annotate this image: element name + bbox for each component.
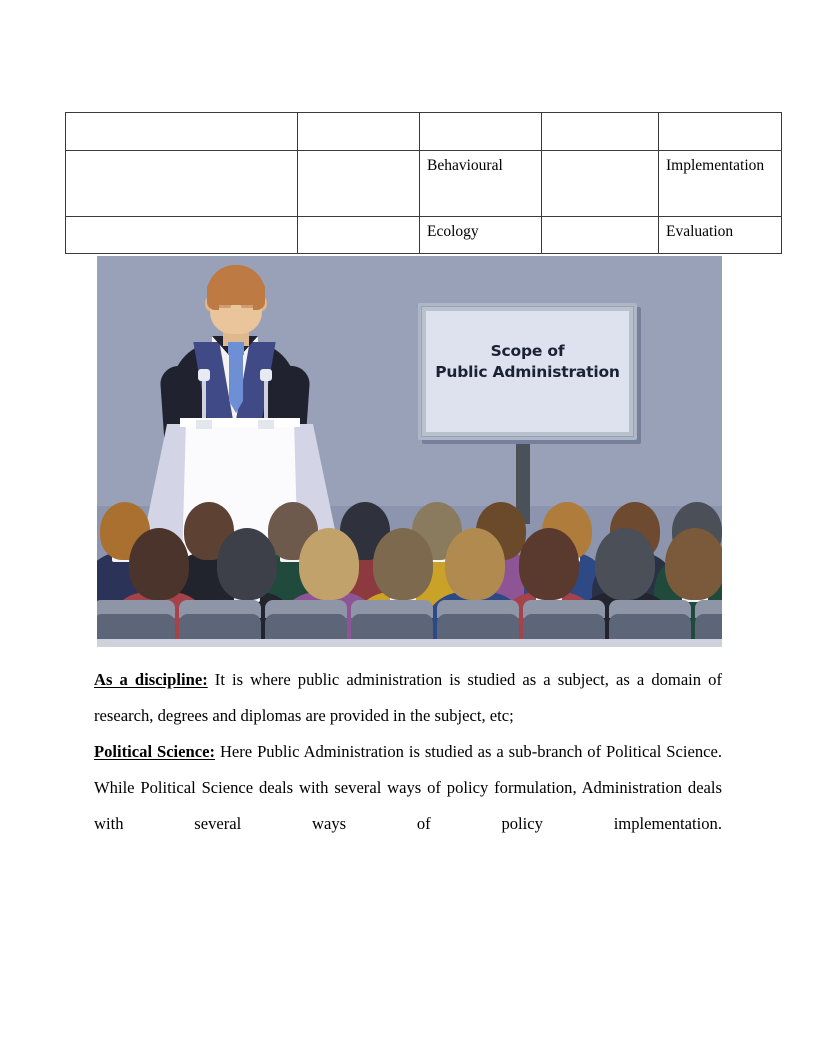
table-cell bbox=[298, 151, 420, 217]
table-row bbox=[66, 151, 782, 217]
table-cell bbox=[420, 113, 542, 151]
microphone-stem-left bbox=[202, 376, 206, 424]
paragraph-as-a-discipline bbox=[94, 662, 722, 734]
audience-front-2-head bbox=[299, 528, 359, 600]
screen-title-line2: Public Administration bbox=[435, 362, 620, 381]
speaker-hair-side-left bbox=[207, 282, 219, 310]
scope-table bbox=[65, 112, 782, 254]
presentation-illustration bbox=[97, 256, 722, 647]
audience-front-0-head bbox=[129, 528, 189, 600]
microphone-stem-right bbox=[264, 376, 268, 424]
table-cell bbox=[66, 113, 298, 151]
paragraph-political-science bbox=[94, 734, 722, 878]
body-text-block bbox=[94, 662, 722, 878]
table-cell-implementation: Implementation bbox=[659, 151, 782, 217]
audience-front-6-head bbox=[595, 528, 655, 600]
seat-0 bbox=[97, 614, 175, 642]
audience-front-3-head bbox=[373, 528, 433, 600]
audience-front-4-head bbox=[445, 528, 505, 600]
table-row bbox=[66, 217, 782, 254]
projector-screen-text bbox=[426, 341, 629, 383]
audience-front-1-head bbox=[217, 528, 277, 600]
seat-1 bbox=[179, 614, 261, 642]
speaker-hair-side-right bbox=[253, 282, 265, 310]
paragraph-as-a-discipline-text: It is where public administration is studied as a subject, as a domain of research, degrees and diplomas are provided in the subject, etc; bbox=[94, 670, 722, 725]
table-cell bbox=[542, 217, 659, 254]
table-cell bbox=[66, 151, 298, 217]
microphone-head-left bbox=[198, 369, 210, 381]
table-cell bbox=[66, 217, 298, 254]
seat-7 bbox=[695, 614, 722, 642]
seat-2 bbox=[265, 614, 347, 642]
table-cell-ecology: Ecology bbox=[420, 217, 542, 254]
table-cell bbox=[542, 113, 659, 151]
table-cell-behavioural: Behavioural bbox=[420, 151, 542, 217]
seat-4 bbox=[437, 614, 519, 642]
lead-political-science: Political Science: bbox=[94, 742, 216, 761]
seat-5 bbox=[523, 614, 605, 642]
seat-3 bbox=[351, 614, 433, 642]
table-cell bbox=[659, 113, 782, 151]
table-cell bbox=[542, 151, 659, 217]
audience-front-5-head bbox=[519, 528, 579, 600]
table-cell bbox=[298, 217, 420, 254]
microphone-head-right bbox=[260, 369, 272, 381]
floor-strip bbox=[97, 639, 722, 647]
microphone-base-right bbox=[258, 420, 274, 429]
lead-as-a-discipline: As a discipline: bbox=[94, 670, 208, 689]
paragraph-political-science-text: Here Public Administration is studied as a sub-branch of Political Science. While Political Science deals with several ways of policy formulation, Administration deals with several ways of policy implementation. bbox=[94, 742, 722, 833]
screen-title-line1: Scope of bbox=[490, 342, 565, 360]
audience-front-7-head bbox=[665, 528, 722, 600]
table-cell bbox=[298, 113, 420, 151]
microphone-base-left bbox=[196, 420, 212, 429]
seat-6 bbox=[609, 614, 691, 642]
table-cell-evaluation: Evaluation bbox=[659, 217, 782, 254]
table-row bbox=[66, 113, 782, 151]
speaker-tie bbox=[229, 353, 243, 413]
